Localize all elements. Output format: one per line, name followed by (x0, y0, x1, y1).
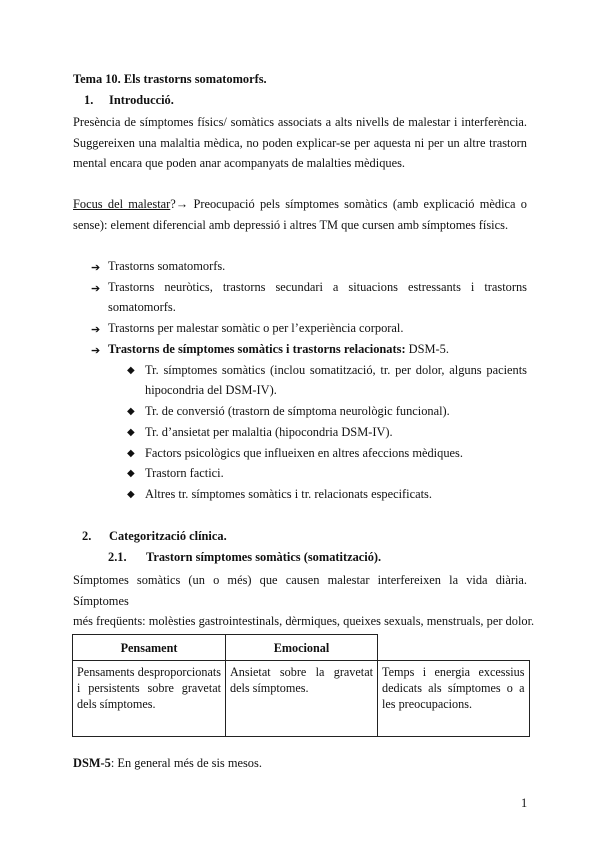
arrow-list-item: Trastorns per malestar somàtic o per l’experiència corporal. (108, 321, 404, 335)
intro-line: Presència de símptomes físics/ somàtics associats a alts nivells de malestar i interferència. (73, 115, 527, 129)
diamond-bullet-icon: ◆ (127, 489, 135, 500)
section-1-number: 1. (84, 93, 94, 107)
dsm-note-text: : En general més de sis mesos. (110, 756, 262, 770)
diamond-bullet-icon: ◆ (127, 365, 135, 376)
arrow-bullet-icon: ➔ (91, 283, 101, 295)
intro-paragraph (73, 112, 527, 174)
arrow-list-item (108, 342, 449, 357)
table-header-pensament: Pensament (73, 635, 226, 661)
table-cell-emocional: Ansietat sobre la gravetat dels símptomes. (226, 661, 378, 737)
page-number: 1 (521, 796, 528, 810)
section-2-heading: Categorització clínica. (109, 529, 227, 543)
table-cell-conductual: Temps i energia excessius dedicats als símptomes o a les preocupacions. (378, 661, 530, 737)
diamond-list-item: Trastorn factici. (145, 466, 224, 480)
focus-line-2: sense): element diferencial amb depressió i altres TM que cursen amb símptomes físics. (73, 217, 509, 232)
dsm-note (73, 756, 262, 771)
diamond-list-item: Tr. de conversió (trastorn de símptoma neurològic funcional). (145, 404, 450, 418)
arrow-list-item-normal: DSM-5. (405, 342, 449, 356)
arrow-list-item-cont: somatomorfs. (108, 300, 176, 314)
somatization-line: més freqüents: molèsties gastrointestinals, dèrmiques, queixes sexuals, menstruals, per dolor. (73, 614, 535, 629)
subsection-2-1-number: 2.1. (108, 550, 127, 564)
section-2-number: 2. (82, 529, 92, 543)
focus-suffix: ? (170, 197, 176, 211)
focus-line-1 (73, 194, 527, 215)
subsection-2-1-heading: Trastorn símptomes somàtics (somatització). (146, 550, 382, 564)
table-header-empty (378, 635, 530, 661)
table-row (73, 661, 530, 737)
arrow-list-item-bold: Trastorns de símptomes somàtics i trastorns relacionats: (108, 342, 406, 356)
table-header-row (73, 635, 530, 661)
dsm-note-label: DSM-5 (73, 756, 111, 770)
section-1-heading: Introducció. (109, 93, 174, 107)
table-cell-pensament: Pensaments desproporcionats i persistents sobre gravetat dels símptomes. (73, 661, 226, 737)
diamond-bullet-icon: ◆ (127, 406, 135, 417)
diamond-list-item: Factors psicològics que influeixen en altres afeccions mèdiques. (145, 446, 463, 460)
diamond-list-item-cont: hipocondria del DSM-IV). (145, 383, 277, 397)
diamond-list-item: Tr. símptomes somàtics (inclou somatització, tr. per dolor, alguns pacients (145, 363, 527, 377)
arrow-bullet-icon: ➔ (91, 262, 101, 274)
table-header-emocional: Emocional (226, 635, 378, 661)
diamond-bullet-icon: ◆ (127, 448, 135, 459)
intro-line: Suggereixen una malaltia mèdica, no poden explicar-se per aquesta ni per un altre trastorn (73, 135, 527, 150)
focus-text-1: Preocupació pels símptomes somàtics (amb explicació mèdica o (193, 197, 528, 211)
somatization-line: Símptomes somàtics (un o més) que causen malestar interfereixen la vida diària. Símptomes (73, 573, 527, 608)
arrow-list-item: Trastorns neuròtics, trastorns secundari a situacions estressants i trastorns (108, 280, 527, 294)
focus-paragraph (73, 194, 527, 235)
diamond-bullet-icon: ◆ (127, 427, 135, 438)
arrow-right-icon: → (175, 197, 189, 211)
arrow-list-item: Trastorns somatomorfs. (108, 259, 226, 273)
intro-line: mental encara que poden anar acompanyats de malalties mèdiques. (73, 156, 406, 171)
arrow-bullet-icon: ➔ (91, 345, 101, 357)
diamond-bullet-icon: ◆ (127, 468, 135, 479)
document-title: Tema 10. Els trastorns somatomorfs. (73, 72, 267, 86)
criteria-table (72, 634, 530, 737)
focus-label: Focus del malestar (73, 197, 171, 211)
arrow-bullet-icon: ➔ (91, 324, 101, 336)
diamond-list-item: Altres tr. símptomes somàtics i tr. relacionats especificats. (145, 487, 432, 501)
diamond-list-item: Tr. d’ansietat per malaltia (hipocondria DSM-IV). (145, 425, 393, 439)
somatization-paragraph (73, 570, 535, 632)
